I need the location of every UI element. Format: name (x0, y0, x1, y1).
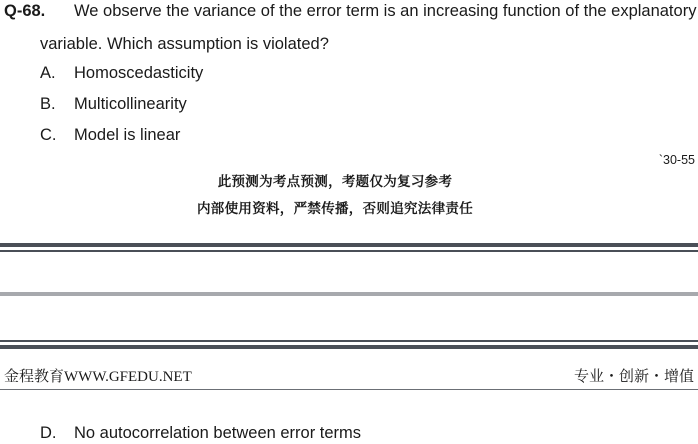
option-text: No autocorrelation between error terms (74, 424, 362, 442)
footer-underline (0, 389, 698, 390)
divider-upper-thin (0, 250, 698, 252)
option-letter: D. (40, 424, 57, 442)
divider-lower-thick (0, 345, 698, 349)
footer-brand: 金程教育WWW.GFEDU.NET (4, 369, 192, 385)
question-stem-line-2: variable. Which assumption is violated? (40, 35, 329, 53)
page-reference: `30-55 (658, 153, 695, 167)
option-letter: C. (40, 126, 57, 144)
option-text: Multicollinearity (74, 95, 187, 113)
divider-upper-thick (0, 243, 698, 247)
option-letter: A. (40, 64, 56, 82)
question-number: Q-68. (4, 2, 46, 20)
option-text: Model is linear (74, 126, 181, 144)
footer-slogan: 专业・创新・增值 (573, 369, 694, 385)
question-stem-line-1: We observe the variance of the error term is an increasing function of the explanatory (74, 2, 697, 20)
option-letter: B. (40, 95, 56, 113)
divider-middle (0, 292, 698, 296)
notice-line-2: 内部使用资料，严禁传播，否则追究法律责任 (197, 201, 473, 217)
divider-lower-thin (0, 340, 698, 342)
option-text: Homoscedasticity (74, 64, 204, 82)
notice-line-1: 此预测为考点预测，考题仅为复习参考 (217, 174, 453, 190)
